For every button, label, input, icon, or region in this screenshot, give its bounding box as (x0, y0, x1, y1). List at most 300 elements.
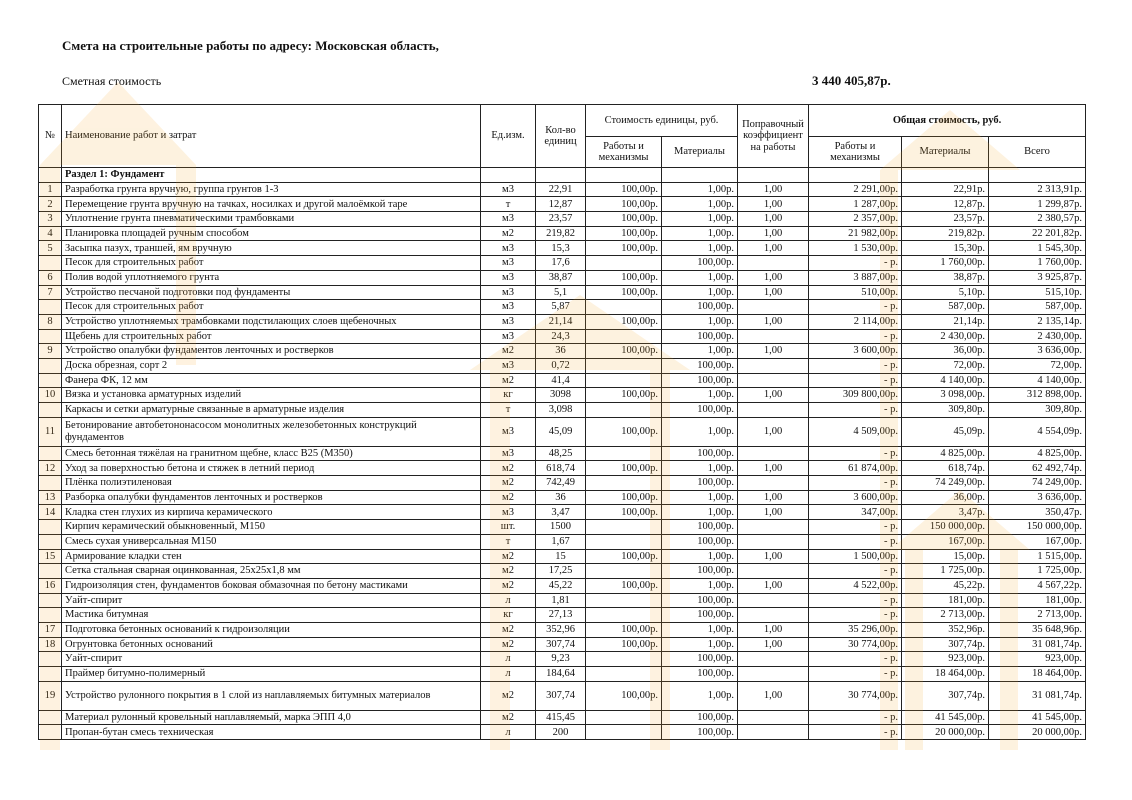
row-total-materials: 18 464,00р. (902, 667, 989, 682)
row-num (39, 256, 62, 271)
row-num: 12 (39, 461, 62, 476)
row-total-materials: 150 000,00р. (902, 520, 989, 535)
row-unit-materials: 100,00р. (662, 300, 738, 315)
row-coef (738, 667, 809, 682)
row-total-works: 4 509,00р. (809, 417, 902, 446)
row-total-works: 2 114,00р. (809, 314, 902, 329)
row-unit-works (586, 373, 662, 388)
row-qty: 23,57 (536, 212, 586, 227)
row-name: Сетка стальная сварная оцинкованная, 25х25х1,8 мм (62, 564, 481, 579)
row-name: Гидроизоляция стен, фундаментов боковая обмазочная по бетону мастиками (62, 578, 481, 593)
row-total-works: - р. (809, 300, 902, 315)
row-num (39, 373, 62, 388)
row-total-all: 587,00р. (989, 300, 1086, 315)
row-unit-materials: 100,00р. (662, 520, 738, 535)
col-total-works-header: Работы и механизмы (809, 137, 902, 168)
row-unit-materials: 100,00р. (662, 593, 738, 608)
row-unit: л (481, 593, 536, 608)
row-total-materials: 923,00р. (902, 652, 989, 667)
row-total-all: 1 299,87р. (989, 197, 1086, 212)
row-num (39, 446, 62, 461)
table-row (39, 520, 1086, 535)
row-num (39, 358, 62, 373)
row-unit-works: 100,00р. (586, 285, 662, 300)
row-qty: 618,74 (536, 461, 586, 476)
row-total-all: 2 380,57р. (989, 212, 1086, 227)
row-coef: 1,00 (738, 549, 809, 564)
row-qty: 307,74 (536, 681, 586, 710)
row-num (39, 564, 62, 579)
table-row (39, 564, 1086, 579)
row-total-all: 923,00р. (989, 652, 1086, 667)
row-name: Доска обрезная, сорт 2 (62, 358, 481, 373)
row-unit-materials: 1,00р. (662, 505, 738, 520)
row-total-works: 30 774,00р. (809, 681, 902, 710)
row-unit-works: 100,00р. (586, 212, 662, 227)
row-total-all: 350,47р. (989, 505, 1086, 520)
table-row (39, 226, 1086, 241)
row-total-materials: 15,30р. (902, 241, 989, 256)
estimate-table (38, 104, 1086, 740)
table-row (39, 446, 1086, 461)
row-unit-materials: 1,00р. (662, 461, 738, 476)
table-row (39, 417, 1086, 446)
row-total-works: - р. (809, 534, 902, 549)
row-total-materials: 587,00р. (902, 300, 989, 315)
row-coef (738, 300, 809, 315)
row-qty: 17,25 (536, 564, 586, 579)
row-qty: 48,25 (536, 446, 586, 461)
row-unit: м3 (481, 285, 536, 300)
row-name: Устройство рулонного покрытия в 1 слой из наплавляемых битумных материалов (62, 681, 481, 710)
row-total-all: 4 825,00р. (989, 446, 1086, 461)
row-num: 16 (39, 578, 62, 593)
row-total-all: 2 713,00р. (989, 608, 1086, 623)
row-total-materials: 1 760,00р. (902, 256, 989, 271)
row-name: Засыпка пазух, траншей, ям вручную (62, 241, 481, 256)
row-total-materials: 219,82р. (902, 226, 989, 241)
row-unit-materials: 100,00р. (662, 446, 738, 461)
col-num-header: № (39, 105, 62, 168)
row-unit-materials: 100,00р. (662, 476, 738, 491)
row-coef (738, 725, 809, 740)
row-coef: 1,00 (738, 226, 809, 241)
row-qty: 15 (536, 549, 586, 564)
row-total-works: - р. (809, 725, 902, 740)
document-title: Смета на строительные работы по адресу: Московская область, (62, 38, 439, 53)
table-row (39, 476, 1086, 491)
section-title: Раздел 1: Фундамент (62, 168, 481, 183)
row-num: 1 (39, 182, 62, 197)
row-unit-works (586, 593, 662, 608)
row-coef (738, 476, 809, 491)
row-qty: 45,09 (536, 417, 586, 446)
row-num (39, 520, 62, 535)
row-unit: м2 (481, 710, 536, 725)
row-unit-works (586, 608, 662, 623)
row-total-works: 2 357,00р. (809, 212, 902, 227)
row-unit-works (586, 329, 662, 344)
row-coef (738, 520, 809, 535)
row-name: Щебень для строительных работ (62, 329, 481, 344)
row-qty: 1,81 (536, 593, 586, 608)
row-total-works: - р. (809, 652, 902, 667)
row-total-works: - р. (809, 256, 902, 271)
row-name: Кладка стен глухих из кирпича керамического (62, 505, 481, 520)
row-unit-materials: 1,00р. (662, 270, 738, 285)
row-unit: м3 (481, 505, 536, 520)
row-total-materials: 181,00р. (902, 593, 989, 608)
table-row (39, 652, 1086, 667)
row-coef (738, 710, 809, 725)
row-qty: 45,22 (536, 578, 586, 593)
row-coef (738, 403, 809, 418)
row-qty: 36 (536, 490, 586, 505)
row-unit-works: 100,00р. (586, 637, 662, 652)
row-unit: м2 (481, 578, 536, 593)
row-unit: м3 (481, 446, 536, 461)
row-total-materials: 72,00р. (902, 358, 989, 373)
row-total-works: 1 500,00р. (809, 549, 902, 564)
table-row (39, 578, 1086, 593)
row-name: Огрунтовка бетонных оснований (62, 637, 481, 652)
row-unit-works: 100,00р. (586, 622, 662, 637)
table-row (39, 212, 1086, 227)
row-name: Уплотнение грунта пневматическими трамбовками (62, 212, 481, 227)
table-row (39, 197, 1086, 212)
row-coef (738, 446, 809, 461)
row-unit-works (586, 652, 662, 667)
table-row (39, 622, 1086, 637)
row-total-all: 4 554,09р. (989, 417, 1086, 446)
row-coef: 1,00 (738, 681, 809, 710)
row-total-all: 312 898,00р. (989, 388, 1086, 403)
row-total-all: 1 515,00р. (989, 549, 1086, 564)
table-header (39, 105, 1086, 168)
table-row (39, 710, 1086, 725)
row-unit: м3 (481, 358, 536, 373)
table-row (39, 681, 1086, 710)
row-qty: 17,6 (536, 256, 586, 271)
row-unit-works (586, 256, 662, 271)
row-num (39, 300, 62, 315)
row-name: Песок для строительных работ (62, 256, 481, 271)
table-row (39, 461, 1086, 476)
table-row (39, 270, 1086, 285)
row-total-all: 3 925,87р. (989, 270, 1086, 285)
row-name: Перемещение грунта вручную на тачках, носилках и другой малоёмкой таре (62, 197, 481, 212)
row-num (39, 403, 62, 418)
row-total-works: - р. (809, 564, 902, 579)
row-total-works: 3 600,00р. (809, 490, 902, 505)
row-unit-materials: 1,00р. (662, 417, 738, 446)
row-total-works: 1 287,00р. (809, 197, 902, 212)
row-unit: м3 (481, 270, 536, 285)
row-total-works: 3 600,00р. (809, 344, 902, 359)
row-unit-works (586, 710, 662, 725)
row-unit-materials: 1,00р. (662, 637, 738, 652)
row-name: Праймер битумно-полимерный (62, 667, 481, 682)
row-qty: 1,67 (536, 534, 586, 549)
row-unit-works (586, 534, 662, 549)
row-coef: 1,00 (738, 182, 809, 197)
row-total-works: 309 800,00р. (809, 388, 902, 403)
row-total-all: 31 081,74р. (989, 637, 1086, 652)
row-unit-materials: 1,00р. (662, 681, 738, 710)
row-total-materials: 41 545,00р. (902, 710, 989, 725)
row-total-materials: 2 430,00р. (902, 329, 989, 344)
table-row (39, 358, 1086, 373)
col-unit-materials-header: Материалы (662, 137, 738, 168)
row-total-materials: 45,09р. (902, 417, 989, 446)
row-name: Каркасы и сетки арматурные связанные в арматурные изделия (62, 403, 481, 418)
row-name: Смесь сухая универсальная М150 (62, 534, 481, 549)
row-unit: л (481, 667, 536, 682)
row-total-all: 1 545,30р. (989, 241, 1086, 256)
row-total-materials: 4 825,00р. (902, 446, 989, 461)
row-num (39, 725, 62, 740)
row-total-all: 72,00р. (989, 358, 1086, 373)
row-num (39, 652, 62, 667)
col-total-materials-header: Материалы (902, 137, 989, 168)
row-total-all: 62 492,74р. (989, 461, 1086, 476)
row-unit: шт. (481, 520, 536, 535)
row-num: 5 (39, 241, 62, 256)
row-name: Вязка и установка арматурных изделий (62, 388, 481, 403)
row-unit-materials: 100,00р. (662, 534, 738, 549)
row-name: Армирование кладки стен (62, 549, 481, 564)
row-num (39, 710, 62, 725)
row-coef (738, 593, 809, 608)
row-name: Устройство опалубки фундаментов ленточных и ростверков (62, 344, 481, 359)
row-qty: 200 (536, 725, 586, 740)
row-total-materials: 4 140,00р. (902, 373, 989, 388)
row-total-materials: 307,74р. (902, 681, 989, 710)
row-unit-materials: 1,00р. (662, 226, 738, 241)
row-num (39, 534, 62, 549)
row-coef: 1,00 (738, 417, 809, 446)
row-num: 11 (39, 417, 62, 446)
row-name: Фанера ФК, 12 мм (62, 373, 481, 388)
row-coef: 1,00 (738, 197, 809, 212)
table-row (39, 373, 1086, 388)
row-name: Разработка грунта вручную, группа грунтов 1-3 (62, 182, 481, 197)
row-num: 18 (39, 637, 62, 652)
row-name: Смесь бетонная тяжёлая на гранитном щебне, класс В25 (М350) (62, 446, 481, 461)
row-unit-materials: 1,00р. (662, 578, 738, 593)
row-total-all: 22 201,82р. (989, 226, 1086, 241)
row-num: 13 (39, 490, 62, 505)
row-unit-materials: 100,00р. (662, 608, 738, 623)
row-total-all: 181,00р. (989, 593, 1086, 608)
table-body (39, 168, 1086, 740)
row-unit: м2 (481, 344, 536, 359)
row-unit: м2 (481, 490, 536, 505)
row-unit: м3 (481, 182, 536, 197)
row-qty: 3098 (536, 388, 586, 403)
row-num: 10 (39, 388, 62, 403)
row-total-all: 35 648,96р. (989, 622, 1086, 637)
row-total-works: 347,00р. (809, 505, 902, 520)
table-row (39, 285, 1086, 300)
row-unit-materials: 100,00р. (662, 329, 738, 344)
row-qty: 352,96 (536, 622, 586, 637)
row-name: Мастика битумная (62, 608, 481, 623)
row-total-materials: 309,80р. (902, 403, 989, 418)
row-name: Кирпич керамический обыкновенный, М150 (62, 520, 481, 535)
row-coef (738, 329, 809, 344)
row-unit-works: 100,00р. (586, 344, 662, 359)
row-total-all: 2 430,00р. (989, 329, 1086, 344)
section-row (39, 168, 1086, 183)
row-num (39, 608, 62, 623)
row-unit-materials: 100,00р. (662, 403, 738, 418)
row-qty: 3,47 (536, 505, 586, 520)
row-total-materials: 352,96р. (902, 622, 989, 637)
row-total-works: - р. (809, 476, 902, 491)
row-unit-works: 100,00р. (586, 490, 662, 505)
table-row (39, 593, 1086, 608)
row-num: 19 (39, 681, 62, 710)
row-total-works: 3 887,00р. (809, 270, 902, 285)
row-total-materials: 307,74р. (902, 637, 989, 652)
row-unit-materials: 1,00р. (662, 490, 738, 505)
row-total-materials: 36,00р. (902, 344, 989, 359)
row-total-works: 1 530,00р. (809, 241, 902, 256)
row-coef (738, 358, 809, 373)
row-unit: л (481, 725, 536, 740)
row-unit: т (481, 197, 536, 212)
row-num: 9 (39, 344, 62, 359)
row-unit-works: 100,00р. (586, 461, 662, 476)
row-unit-materials: 1,00р. (662, 344, 738, 359)
row-name: Уайт-спирит (62, 652, 481, 667)
row-total-materials: 1 725,00р. (902, 564, 989, 579)
row-coef (738, 652, 809, 667)
table-row (39, 300, 1086, 315)
row-unit-works (586, 564, 662, 579)
row-coef: 1,00 (738, 270, 809, 285)
row-unit-works (586, 446, 662, 461)
row-unit-materials: 1,00р. (662, 212, 738, 227)
row-unit-materials: 1,00р. (662, 549, 738, 564)
row-total-all: 74 249,00р. (989, 476, 1086, 491)
col-unit-works-header: Работы и механизмы (586, 137, 662, 168)
row-unit: т (481, 403, 536, 418)
estimated-cost-label: Сметная стоимость (62, 74, 162, 88)
row-unit-materials: 100,00р. (662, 725, 738, 740)
row-qty: 22,91 (536, 182, 586, 197)
row-total-materials: 5,10р. (902, 285, 989, 300)
row-total-all: 18 464,00р. (989, 667, 1086, 682)
row-coef (738, 608, 809, 623)
row-coef (738, 534, 809, 549)
row-unit: м3 (481, 256, 536, 271)
row-name: Плёнка полиэтиленовая (62, 476, 481, 491)
table-row (39, 549, 1086, 564)
table-row (39, 256, 1086, 271)
row-unit-materials: 100,00р. (662, 373, 738, 388)
row-total-all: 3 636,00р. (989, 344, 1086, 359)
row-total-works: 61 874,00р. (809, 461, 902, 476)
row-unit: м3 (481, 212, 536, 227)
table-row (39, 490, 1086, 505)
row-qty: 0,72 (536, 358, 586, 373)
row-coef: 1,00 (738, 505, 809, 520)
row-name: Уход за поверхностью бетона и стяжек в летний период (62, 461, 481, 476)
row-name: Песок для строительных работ (62, 300, 481, 315)
row-unit-works (586, 520, 662, 535)
row-unit-materials: 100,00р. (662, 564, 738, 579)
row-total-materials: 21,14р. (902, 314, 989, 329)
row-qty: 307,74 (536, 637, 586, 652)
row-total-works: - р. (809, 403, 902, 418)
row-qty: 38,87 (536, 270, 586, 285)
table-row (39, 637, 1086, 652)
row-total-all: 167,00р. (989, 534, 1086, 549)
row-total-works: - р. (809, 710, 902, 725)
row-total-materials: 3 098,00р. (902, 388, 989, 403)
row-total-materials: 2 713,00р. (902, 608, 989, 623)
row-qty: 184,64 (536, 667, 586, 682)
row-total-works: - р. (809, 329, 902, 344)
row-unit: м2 (481, 637, 536, 652)
row-unit: м3 (481, 417, 536, 446)
table-row (39, 344, 1086, 359)
total-cost-group-header: Общая стоимость, руб. (809, 105, 1086, 137)
row-unit-materials: 100,00р. (662, 667, 738, 682)
row-unit: м3 (481, 241, 536, 256)
row-qty: 5,1 (536, 285, 586, 300)
row-total-works: - р. (809, 358, 902, 373)
row-total-all: 515,10р. (989, 285, 1086, 300)
row-name: Подготовка бетонных оснований к гидроизоляции (62, 622, 481, 637)
table-row (39, 534, 1086, 549)
table-row (39, 329, 1086, 344)
row-unit-works: 100,00р. (586, 197, 662, 212)
row-total-works: 2 291,00р. (809, 182, 902, 197)
row-unit: м3 (481, 329, 536, 344)
row-total-materials: 3,47р. (902, 505, 989, 520)
row-unit-materials: 1,00р. (662, 285, 738, 300)
row-unit-materials: 1,00р. (662, 182, 738, 197)
row-unit: м2 (481, 476, 536, 491)
row-coef: 1,00 (738, 622, 809, 637)
row-total-works: - р. (809, 593, 902, 608)
row-qty: 219,82 (536, 226, 586, 241)
row-coef (738, 256, 809, 271)
row-num: 4 (39, 226, 62, 241)
row-unit-works (586, 300, 662, 315)
table-row (39, 608, 1086, 623)
row-unit-materials: 1,00р. (662, 197, 738, 212)
row-total-all: 309,80р. (989, 403, 1086, 418)
table-row (39, 182, 1086, 197)
row-total-all: 1 760,00р. (989, 256, 1086, 271)
row-unit-works: 100,00р. (586, 578, 662, 593)
row-unit: кг (481, 608, 536, 623)
row-coef: 1,00 (738, 285, 809, 300)
row-name: Устройство песчаной подготовки под фундаменты (62, 285, 481, 300)
row-total-materials: 22,91р. (902, 182, 989, 197)
row-total-all: 4 567,22р. (989, 578, 1086, 593)
row-unit-materials: 100,00р. (662, 710, 738, 725)
row-total-materials: 15,00р. (902, 549, 989, 564)
col-total-all-header: Всего (989, 137, 1086, 168)
row-unit: м3 (481, 300, 536, 315)
row-qty: 24,3 (536, 329, 586, 344)
row-unit-works (586, 403, 662, 418)
